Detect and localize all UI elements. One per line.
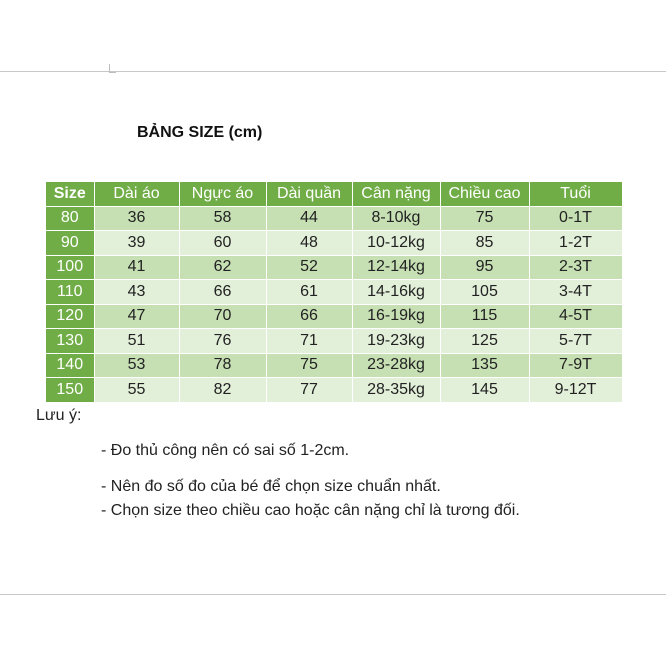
column-header: Chiều cao: [440, 182, 529, 206]
table-cell: 39: [94, 231, 179, 256]
table-cell: 10-12kg: [352, 231, 440, 256]
table-cell: 76: [179, 329, 266, 354]
top-divider: [0, 71, 666, 72]
notes-label: Lưu ý:: [36, 407, 82, 424]
table-cell: 44: [266, 206, 352, 231]
table-cell: 52: [266, 255, 352, 280]
table-cell: 115: [440, 304, 529, 329]
table-cell: 8-10kg: [352, 206, 440, 231]
column-header: Size: [46, 182, 94, 206]
column-header: Dài quần: [266, 182, 352, 206]
table-cell: 78: [179, 353, 266, 378]
table-cell: 125: [440, 329, 529, 354]
size-cell: 110: [46, 280, 94, 305]
table-cell: 75: [266, 353, 352, 378]
table-cell: 0-1T: [529, 206, 622, 231]
size-table: [46, 182, 623, 403]
table-cell: 71: [266, 329, 352, 354]
table-cell: 16-19kg: [352, 304, 440, 329]
text-cursor-mark: [109, 64, 116, 73]
table-cell: 43: [94, 280, 179, 305]
table-cell: 60: [179, 231, 266, 256]
size-cell: 150: [46, 378, 94, 403]
column-header: Dài áo: [94, 182, 179, 206]
table-cell: 48: [266, 231, 352, 256]
table-cell: 47: [94, 304, 179, 329]
table-cell: 61: [266, 280, 352, 305]
column-header: Ngực áo: [179, 182, 266, 206]
table-cell: 70: [179, 304, 266, 329]
note-item: - Đo thủ công nên có sai số 1-2cm.: [101, 442, 350, 459]
table-row: [46, 255, 622, 280]
column-header: Tuổi: [529, 182, 622, 206]
table-cell: 82: [179, 378, 266, 403]
table-cell: 9-12T: [529, 378, 622, 403]
table-cell: 41: [94, 255, 179, 280]
table-cell: 2-3T: [529, 255, 622, 280]
table-cell: 4-5T: [529, 304, 622, 329]
size-cell: 100: [46, 255, 94, 280]
table-cell: 105: [440, 280, 529, 305]
table-cell: 75: [440, 206, 529, 231]
table-cell: 51: [94, 329, 179, 354]
table-cell: 85: [440, 231, 529, 256]
bottom-divider: [0, 594, 666, 595]
table-cell: 1-2T: [529, 231, 622, 256]
table-cell: 23-28kg: [352, 353, 440, 378]
table-cell: 135: [440, 353, 529, 378]
size-cell: 130: [46, 329, 94, 354]
table-cell: 14-16kg: [352, 280, 440, 305]
note-item: - Nên đo số đo của bé để chọn size chuẩn nhất.: [101, 478, 441, 495]
table-cell: 66: [266, 304, 352, 329]
table-row: [46, 280, 622, 305]
table-row: [46, 329, 622, 354]
table-cell: 95: [440, 255, 529, 280]
table-cell: 66: [179, 280, 266, 305]
table-cell: 62: [179, 255, 266, 280]
size-cell: 120: [46, 304, 94, 329]
table-cell: 3-4T: [529, 280, 622, 305]
note-item: - Chọn size theo chiều cao hoặc cân nặng chỉ là tương đối.: [101, 502, 520, 519]
table-cell: 7-9T: [529, 353, 622, 378]
table-row: [46, 378, 622, 403]
table-cell: 5-7T: [529, 329, 622, 354]
table-row: [46, 304, 622, 329]
column-header: Cân nặng: [352, 182, 440, 206]
table-cell: 145: [440, 378, 529, 403]
table-cell: 55: [94, 378, 179, 403]
table-cell: 77: [266, 378, 352, 403]
table-header-row: [46, 182, 622, 206]
table-row: [46, 231, 622, 256]
table-cell: 53: [94, 353, 179, 378]
table-cell: 12-14kg: [352, 255, 440, 280]
table-cell: 28-35kg: [352, 378, 440, 403]
size-cell: 90: [46, 231, 94, 256]
table-row: [46, 206, 622, 231]
table-cell: 58: [179, 206, 266, 231]
table-row: [46, 353, 622, 378]
table-cell: 19-23kg: [352, 329, 440, 354]
size-cell: 140: [46, 353, 94, 378]
page-title: BẢNG SIZE (cm): [137, 124, 263, 141]
table-cell: 36: [94, 206, 179, 231]
size-cell: 80: [46, 206, 94, 231]
